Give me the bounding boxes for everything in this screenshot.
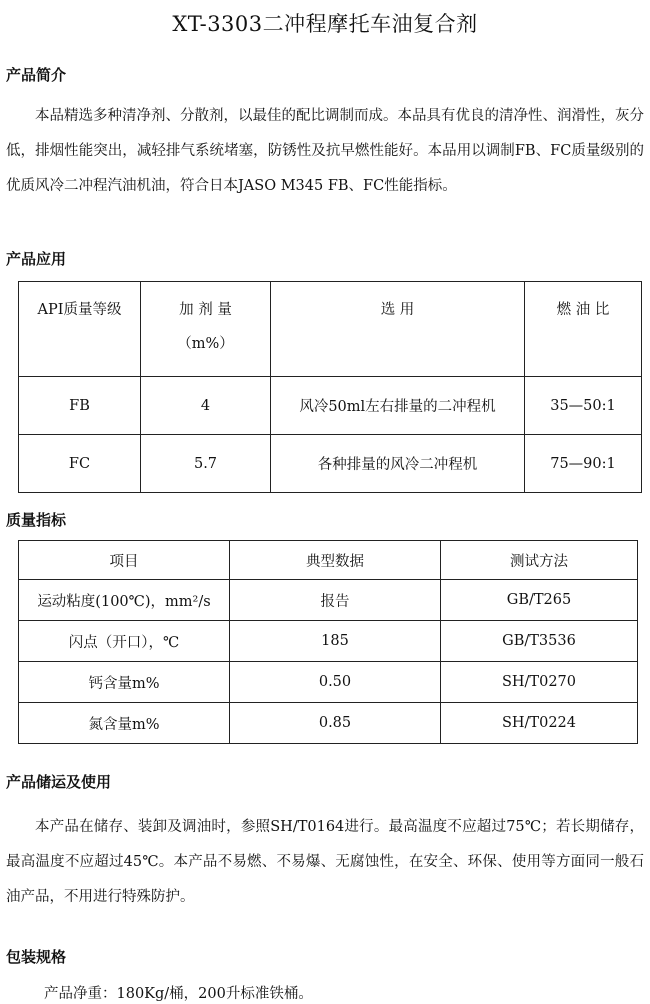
storage-heading: 产品储运及使用 <box>6 773 112 791</box>
header-api-grade: API质量等级 <box>19 282 141 377</box>
header-usage: 选 用 <box>271 282 525 377</box>
table-cell: 5.7 <box>141 435 271 493</box>
table-cell: FB <box>19 377 141 435</box>
table-row <box>19 435 642 493</box>
table-cell: GB/T265 <box>441 580 638 621</box>
table-cell: 报告 <box>230 580 441 621</box>
table-cell: 风冷50ml左右排量的二冲程机 <box>271 377 525 435</box>
header-test-method: 测试方法 <box>441 541 638 580</box>
header-item: 项目 <box>19 541 230 580</box>
table-row <box>19 580 638 621</box>
application-heading: 产品应用 <box>6 250 67 268</box>
table-row <box>19 703 638 744</box>
table-cell: 钙含量m% <box>19 662 230 703</box>
table-row <box>19 621 638 662</box>
table-cell: SH/T0224 <box>441 703 638 744</box>
quality-heading: 质量指标 <box>6 511 67 529</box>
table-cell: 闪点（开口），℃ <box>19 621 230 662</box>
table-row <box>19 377 642 435</box>
table-cell: 185 <box>230 621 441 662</box>
table-cell: 0.50 <box>230 662 441 703</box>
table-cell: 氮含量m% <box>19 703 230 744</box>
intro-paragraph: 本品精选多种清净剂、分散剂，以最佳的配比调制而成。本品具有优良的清净性、润滑性，灰分低，排烟性能突出，减轻排气系统堵塞，防锈性及抗早燃性能好。本品用以调制FB、FC质量级别的优质风冷二冲程汽油机油，符合日本JASO M345 FB、FC性能指标。 <box>6 108 644 194</box>
table-cell: GB/T3536 <box>441 621 638 662</box>
packaging-heading: 包装规格 <box>6 948 67 966</box>
table-cell: FC <box>19 435 141 493</box>
table-cell: 75—90:1 <box>525 435 642 493</box>
quality-header-row <box>19 541 638 580</box>
packaging-text: 产品净重：180Kg/桶，200升标准铁桶。 <box>44 986 313 1002</box>
table-row <box>19 662 638 703</box>
header-typical-data: 典型数据 <box>230 541 441 580</box>
quality-table <box>18 540 638 744</box>
storage-paragraph: 本产品在储存、装卸及调油时，参照SH/T0164进行。最高温度不应超过75℃；若长期储存，最高温度不应超过45℃。本产品不易燃、不易爆、无腐蚀性，在安全、环保、使用等方面同一般石油产品，不用进行特殊防护。 <box>6 819 644 905</box>
table-cell: 35—50:1 <box>525 377 642 435</box>
application-table <box>18 281 642 493</box>
intro-heading: 产品简介 <box>6 66 67 84</box>
application-header-row <box>19 282 642 377</box>
table-cell: 4 <box>141 377 271 435</box>
header-dosage: 加 剂 量 （m%） <box>141 282 271 377</box>
table-cell: 各种排量的风冷二冲程机 <box>271 435 525 493</box>
header-fuel-ratio: 燃 油 比 <box>525 282 642 377</box>
table-cell: 运动粘度(100℃)，mm²/s <box>19 580 230 621</box>
table-cell: SH/T0270 <box>441 662 638 703</box>
table-cell: 0.85 <box>230 703 441 744</box>
document-title: XT-3303二冲程摩托车油复合剂 <box>172 12 478 36</box>
